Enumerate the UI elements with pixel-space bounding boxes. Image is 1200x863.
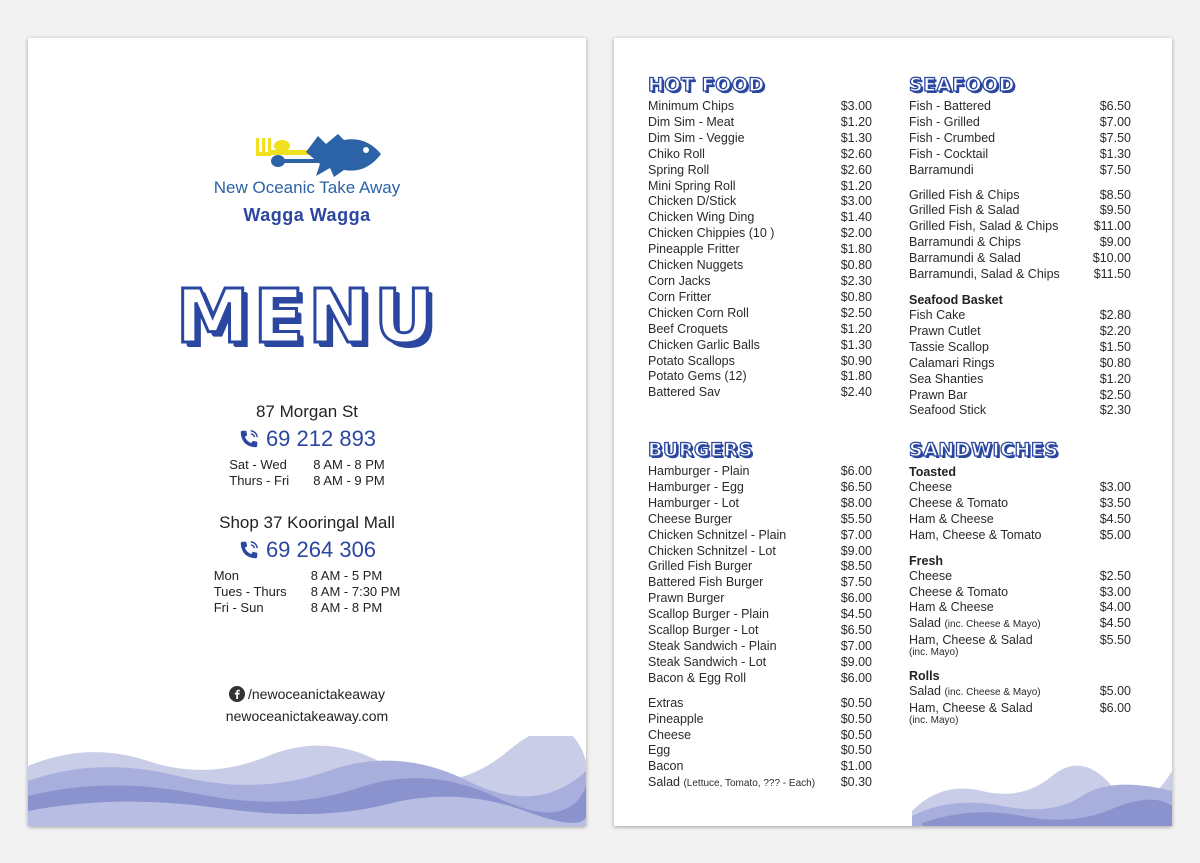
- hours-row: [208, 584, 407, 600]
- menu-item: [648, 242, 872, 258]
- item-name: Extras: [648, 695, 684, 710]
- fish-fork-spoon-logo: [246, 122, 386, 182]
- menu-item: [909, 308, 1131, 324]
- item-price: $5.00: [1099, 527, 1131, 542]
- item-price: $4.50: [840, 607, 872, 622]
- item-note: (inc. Mayo): [909, 647, 959, 659]
- item-price: $6.00: [1099, 701, 1131, 716]
- menu-item: [909, 372, 1131, 388]
- item-note: (inc. Cheese & Mayo): [944, 687, 1041, 699]
- section-title-hot-food: HOT FOOD: [648, 74, 765, 96]
- item-price: $0.50: [840, 727, 872, 742]
- item-name: Cheese: [909, 480, 953, 494]
- hours-days: Sat - Wed: [229, 457, 287, 472]
- item-name: Salad: [648, 775, 680, 790]
- facebook-icon: [229, 686, 245, 702]
- item-price: $7.50: [1099, 130, 1131, 145]
- menu-title: MENU: [175, 274, 439, 360]
- item-name: Cheese & Tomato: [909, 495, 1009, 510]
- item-note: (Lettuce, Tomato, ??? - Each): [683, 778, 816, 790]
- item-name: Egg: [648, 743, 671, 758]
- item-name: Barramundi & Chips: [909, 235, 1021, 250]
- store-address: Shop 37 Kooringal Mall: [219, 513, 395, 532]
- item-price: $10.00: [1092, 251, 1131, 266]
- item-price: $9.00: [840, 543, 872, 558]
- menu-item: [648, 607, 872, 623]
- hours-time: 8 AM - 8 PM: [313, 457, 385, 472]
- toasted-list: [909, 480, 1131, 544]
- phone-number: 69 212 893: [265, 426, 377, 451]
- menu-item: [648, 528, 872, 544]
- menu-item: [648, 322, 872, 338]
- section-title-seafood: SEAFOOD: [909, 74, 1015, 96]
- item-name: Cheese Burger: [648, 511, 733, 526]
- item-name: Cheese: [648, 727, 692, 742]
- item-price: $3.00: [1099, 584, 1131, 599]
- item-name: Pineapple: [648, 711, 704, 726]
- menu-item: [648, 354, 872, 370]
- menu-item: [648, 480, 872, 496]
- item-price: $5.50: [840, 511, 872, 526]
- seafood-section: [909, 73, 1131, 419]
- item-price: $3.00: [840, 99, 872, 113]
- item-price: $2.30: [840, 273, 872, 288]
- menu-item: [648, 496, 872, 512]
- menu-item: [909, 356, 1131, 372]
- facebook-handle: /newoceanictakeaway: [248, 686, 385, 702]
- hours-days: Tues - Thurs: [213, 584, 287, 599]
- item-price: $2.60: [840, 146, 872, 161]
- item-name: Fish - Crumbed: [909, 130, 996, 145]
- menu-item: [648, 639, 872, 655]
- item-name: Scallop Burger - Lot: [648, 623, 759, 638]
- fresh-list: [909, 569, 1131, 617]
- menu-item: [909, 251, 1131, 267]
- menu-item: [648, 226, 872, 242]
- item-name: Ham & Cheese: [909, 511, 994, 526]
- menu-item: [909, 99, 1131, 115]
- menu-item: [909, 585, 1131, 601]
- menu-item: [648, 194, 872, 210]
- item-price: $6.50: [1099, 99, 1131, 113]
- item-price: $2.40: [840, 385, 872, 400]
- item-name: Pineapple Fritter: [648, 242, 740, 257]
- item-name: Steak Sandwich - Lot: [648, 654, 767, 669]
- item-name: Cheese: [909, 568, 953, 583]
- item-name: Seafood Stick: [909, 403, 987, 418]
- menu-item: [648, 575, 872, 591]
- menu-item: [648, 712, 872, 728]
- menu-item: [648, 464, 872, 480]
- item-name: Chicken Nuggets: [648, 258, 744, 273]
- item-price: $3.00: [840, 194, 872, 209]
- hours-days: Thurs - Fri: [229, 473, 290, 488]
- seafood-basket-list: [909, 308, 1131, 419]
- item-price: $5.50: [1099, 633, 1131, 648]
- menu-item: [648, 655, 872, 671]
- menu-item: [909, 163, 1131, 179]
- item-price: $7.00: [840, 527, 872, 542]
- item-price: $0.50: [840, 711, 872, 726]
- item-name: Ham, Cheese & Tomato: [909, 527, 1042, 542]
- item-name: Tassie Scallop: [909, 339, 989, 354]
- item-name: Corn Jacks: [648, 273, 711, 288]
- item-note: (inc. Mayo): [909, 714, 959, 726]
- item-price: $11.50: [1093, 267, 1131, 282]
- item-price: $0.50: [840, 743, 872, 758]
- menu-item: [909, 324, 1131, 340]
- item-price: $1.80: [840, 369, 872, 384]
- hours-row: [223, 457, 390, 473]
- item-price: $8.00: [840, 495, 872, 510]
- menu-item: [648, 559, 872, 575]
- menu-item: [909, 569, 1131, 585]
- menu-item: [909, 115, 1131, 131]
- item-price: $1.80: [840, 242, 872, 257]
- item-name: Hamburger - Plain: [648, 464, 750, 478]
- item-price: $2.00: [840, 226, 872, 241]
- item-name: Hamburger - Egg: [648, 479, 744, 494]
- item-price: $0.80: [840, 258, 872, 273]
- menu-items-page: [614, 38, 1172, 826]
- item-price: $0.30: [840, 775, 872, 790]
- hours-row: [223, 473, 390, 489]
- item-name: Steak Sandwich - Plain: [648, 638, 777, 653]
- menu-item: [648, 131, 872, 147]
- menu-item: [648, 369, 872, 385]
- hot-food-section: [648, 73, 872, 401]
- seafood-basket-title: Seafood Basket: [909, 292, 1003, 307]
- item-price: $9.50: [1099, 203, 1131, 218]
- item-name: Grilled Fish Burger: [648, 559, 753, 574]
- item-name: Bacon: [648, 759, 684, 774]
- menu-item: [909, 340, 1131, 356]
- store-address: 87 Morgan St: [255, 402, 359, 421]
- menu-item: [909, 388, 1131, 404]
- item-name: Prawn Cutlet: [909, 323, 981, 338]
- hours-days: Fri - Sun: [213, 600, 264, 615]
- item-price: $7.50: [840, 575, 872, 590]
- social-links: [28, 686, 586, 724]
- item-price: $8.50: [1099, 187, 1131, 202]
- item-name: Cheese & Tomato: [909, 584, 1009, 599]
- wave-decoration: [28, 736, 586, 826]
- store-phone[interactable]: [28, 537, 586, 563]
- item-name: Fish Cake: [909, 307, 966, 322]
- item-name: Prawn Bar: [909, 387, 968, 402]
- website-link[interactable]: newoceanictakeaway.com: [225, 708, 389, 724]
- item-name: Chicken Chippies (10 ): [648, 226, 775, 241]
- item-name: Dim Sim - Veggie: [648, 130, 745, 145]
- sandwiches-section: [909, 438, 1131, 727]
- item-price: $0.90: [840, 353, 872, 368]
- item-price: $8.50: [840, 559, 872, 574]
- brand-city: Wagga Wagga: [243, 205, 371, 225]
- item-price: $3.00: [1099, 480, 1131, 494]
- item-name: Bacon & Egg Roll: [648, 670, 746, 685]
- toasted-title: Toasted: [909, 465, 956, 479]
- item-name: Battered Fish Burger: [648, 575, 764, 590]
- facebook-link[interactable]: [28, 686, 586, 702]
- opening-hours: [208, 568, 407, 616]
- item-name: Chicken Wing Ding: [648, 210, 755, 225]
- item-name: Fish - Grilled: [909, 114, 980, 129]
- item-price: $1.20: [840, 178, 872, 193]
- extras-list: [648, 696, 872, 776]
- menu-item: [648, 544, 872, 560]
- menu-item: [648, 591, 872, 607]
- menu-item: [648, 210, 872, 226]
- menu-item: [648, 338, 872, 354]
- menu-item: [648, 696, 872, 712]
- item-name: Hamburger - Lot: [648, 495, 740, 510]
- item-price: $4.50: [1099, 511, 1131, 526]
- menu-item: [648, 179, 872, 195]
- item-name: Prawn Burger: [648, 591, 725, 606]
- hours-time: 8 AM - 5 PM: [310, 568, 383, 583]
- menu-item: [909, 267, 1131, 283]
- item-name: Sea Shanties: [909, 371, 984, 386]
- item-price: $1.20: [840, 114, 872, 129]
- menu-item: [909, 616, 1131, 633]
- item-name: Grilled Fish & Chips: [909, 187, 1020, 202]
- menu-item: [909, 203, 1131, 219]
- section-title-sandwiches: SANDWICHES: [909, 439, 1059, 461]
- menu-item: [648, 671, 872, 687]
- item-name: Minimum Chips: [648, 99, 735, 113]
- menu-item: [909, 512, 1131, 528]
- burgers-list: [648, 464, 872, 687]
- seafood-meals-list: [909, 188, 1131, 283]
- item-name: Scallop Burger - Plain: [648, 607, 769, 622]
- menu-item: [909, 480, 1131, 496]
- item-price: $4.00: [1099, 600, 1131, 615]
- item-price: $6.00: [840, 670, 872, 685]
- menu-item: [648, 274, 872, 290]
- menu-item: [648, 728, 872, 744]
- item-price: $1.50: [1099, 339, 1131, 354]
- phone-number: 69 264 306: [265, 537, 377, 562]
- item-name: Barramundi: [909, 162, 974, 177]
- item-name: Salad: [909, 684, 941, 699]
- menu-item: [648, 775, 872, 792]
- item-price: $6.00: [840, 464, 872, 478]
- store-kooringal-mall: [28, 513, 586, 616]
- menu-cover-page: [28, 38, 586, 826]
- item-price: $1.40: [840, 210, 872, 225]
- store-morgan-st: [28, 402, 586, 489]
- item-name: Chicken Corn Roll: [648, 305, 749, 320]
- menu-item: [648, 306, 872, 322]
- item-price: $1.00: [840, 759, 872, 774]
- item-name: Mini Spring Roll: [648, 178, 736, 193]
- menu-item: [648, 115, 872, 131]
- hours-time: 8 AM - 7:30 PM: [310, 584, 401, 599]
- item-price: $11.00: [1093, 219, 1131, 234]
- item-price: $7.50: [1099, 162, 1131, 177]
- menu-item: [648, 623, 872, 639]
- item-price: $1.20: [1099, 371, 1131, 386]
- item-price: $2.50: [840, 305, 872, 320]
- menu-item: [909, 403, 1131, 419]
- item-name: Chicken Schnitzel - Plain: [648, 527, 787, 542]
- item-name: Ham, Cheese & Salad: [909, 701, 1033, 716]
- item-price: $2.60: [840, 162, 872, 177]
- hours-time: 8 AM - 8 PM: [310, 600, 383, 615]
- item-name: Chicken Schnitzel - Lot: [648, 543, 776, 558]
- item-price: $7.00: [840, 638, 872, 653]
- item-price: $6.50: [840, 623, 872, 638]
- item-name: Chicken D/Stick: [648, 194, 737, 209]
- menu-item: [648, 99, 872, 115]
- brand-name: New Oceanic Take Away: [213, 178, 401, 197]
- fresh-title: Fresh: [909, 553, 944, 568]
- phone-icon: [238, 539, 260, 561]
- item-name: Chiko Roll: [648, 146, 705, 161]
- hours-days: Mon: [213, 568, 240, 583]
- menu-item: [909, 496, 1131, 512]
- item-price: $2.50: [1099, 387, 1131, 402]
- item-name: Fish - Battered: [909, 99, 991, 113]
- item-name: Potato Gems (12): [648, 369, 747, 384]
- item-name: Dim Sim - Meat: [648, 114, 735, 129]
- item-name: Calamari Rings: [909, 355, 995, 370]
- item-price: $2.20: [1099, 323, 1131, 338]
- burgers-section: [648, 438, 872, 792]
- rolls-title: Rolls: [909, 669, 940, 684]
- menu-item: [909, 600, 1131, 616]
- item-price: $2.50: [1099, 568, 1131, 583]
- item-name: Spring Roll: [648, 162, 710, 177]
- item-price: $4.50: [1099, 616, 1131, 631]
- menu-item: [909, 147, 1131, 163]
- item-price: $6.50: [840, 479, 872, 494]
- menu-item: [909, 528, 1131, 544]
- item-note: (inc. Cheese & Mayo): [944, 619, 1041, 631]
- item-price: $6.00: [840, 591, 872, 606]
- item-name: Beef Croquets: [648, 321, 728, 336]
- item-price: $1.20: [840, 321, 872, 336]
- item-name: Salad: [909, 616, 941, 631]
- phone-icon: [238, 428, 260, 450]
- item-name: Ham & Cheese: [909, 600, 994, 615]
- item-price: $9.00: [840, 654, 872, 669]
- seafood-fish-list: [909, 99, 1131, 179]
- wave-decoration: [912, 761, 1172, 826]
- item-name: Chicken Garlic Balls: [648, 337, 760, 352]
- item-name: Grilled Fish, Salad & Chips: [909, 219, 1059, 234]
- item-name: Barramundi, Salad & Chips: [909, 267, 1060, 282]
- item-name: Potato Scallops: [648, 353, 735, 368]
- section-title-burgers: BURGERS: [648, 439, 753, 461]
- item-price: $0.80: [1099, 355, 1131, 370]
- item-name: Barramundi & Salad: [909, 251, 1021, 266]
- item-name: Ham, Cheese & Salad: [909, 633, 1033, 648]
- menu-item: [648, 163, 872, 179]
- menu-item: [648, 512, 872, 528]
- item-price: $1.30: [840, 130, 872, 145]
- menu-item: [909, 684, 1131, 701]
- hours-time: 8 AM - 9 PM: [313, 473, 385, 488]
- item-name: Battered Sav: [648, 385, 721, 400]
- hot-food-list: [648, 99, 872, 401]
- menu-item: [648, 258, 872, 274]
- menu-item: [909, 188, 1131, 204]
- menu-item: [648, 147, 872, 163]
- item-price: $2.30: [1099, 403, 1131, 418]
- item-price: $1.30: [840, 337, 872, 352]
- item-price: $2.80: [1099, 307, 1131, 322]
- item-price: $0.50: [840, 695, 872, 710]
- menu-item: [648, 385, 872, 401]
- item-price: $1.30: [1099, 146, 1131, 161]
- item-price: $3.50: [1099, 495, 1131, 510]
- item-price: $9.00: [1099, 235, 1131, 250]
- opening-hours: [223, 457, 390, 489]
- menu-item: [648, 759, 872, 775]
- item-price: $7.00: [1099, 114, 1131, 129]
- menu-item: [648, 743, 872, 759]
- menu-item: [648, 290, 872, 306]
- item-price: $5.00: [1099, 684, 1131, 699]
- item-name: Corn Fritter: [648, 289, 712, 304]
- item-name: Grilled Fish & Salad: [909, 203, 1020, 218]
- store-phone[interactable]: [28, 426, 586, 452]
- menu-item: [909, 219, 1131, 235]
- hours-row: [208, 600, 407, 616]
- menu-item: [909, 235, 1131, 251]
- item-price: $0.80: [840, 289, 872, 304]
- hours-row: [208, 568, 407, 584]
- item-name: Fish - Cocktail: [909, 146, 989, 161]
- menu-item: [909, 131, 1131, 147]
